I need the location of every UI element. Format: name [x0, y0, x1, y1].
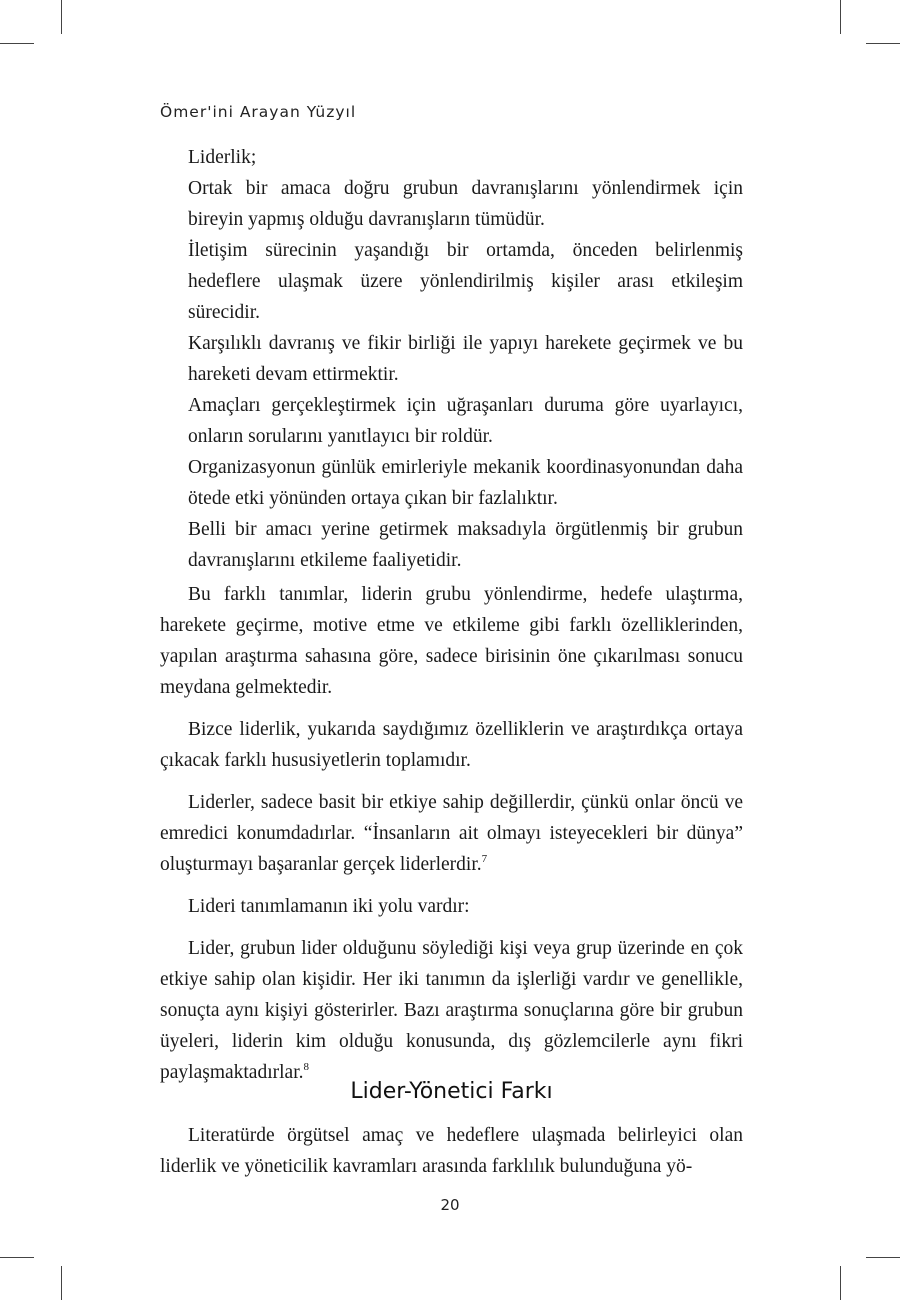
body-paragraph [160, 933, 743, 1088]
crop-mark [61, 1266, 62, 1300]
definition-item: Karşılıklı davranış ve fikir birliği ile yapıyı harekete geçirmek ve bu hareketi devam ettirmektir. [188, 333, 743, 385]
crop-mark [840, 1266, 841, 1300]
crop-mark [61, 0, 62, 34]
crop-mark [0, 1257, 34, 1258]
running-header: Ömer'ini Arayan Yüzyıl [160, 103, 357, 121]
crop-mark [840, 0, 841, 34]
body-paragraph [160, 579, 743, 703]
paragraph-text: Bizce liderlik, yukarıda saydığımız özelliklerin ve araştırdıkça ortaya çıkacak farklı hususiyetlerin toplamıdır. [160, 719, 743, 771]
definition-item: Ortak bir amaca doğru grubun davranışlarını yönlendirmek için bireyin yapmış olduğu davranışların tümüdür. [188, 178, 743, 230]
crop-mark [866, 1257, 900, 1258]
paragraph-text: Bu farklı tanımlar, liderin grubu yönlendirme, hedefe ulaştırma, harekete geçirme, motive etme ve etkileme gibi farklı özelliklerinden, yapılan araştırma sahasına göre, sadece birisinin öne çıkarılması sonucu meydana gelmektedir. [160, 584, 743, 698]
definition-intro: Liderlik; [188, 147, 257, 168]
body-text [160, 579, 743, 1099]
paragraph-text: Lider, grubun lider olduğunu söylediği kişi veya grup üzerinde en çok etkiye sahip olan kişidir. Her iki tanımın da işlerliği vardır ve genellikle, sonuçta aynı kişiyi gösterirler. Bazı araştırma sonuçlarına göre bir grubun üyeleri, liderin kim olduğu konusunda, dış gözlemcilerle aynı fikri paylaşmaktadırlar. [160, 938, 743, 1083]
definition-item: Belli bir amacı yerine getirmek maksadıyla örgütlenmiş bir grubun davranışlarını etkileme faaliyetidir. [188, 519, 743, 571]
paragraph-text: Lideri tanımlamanın iki yolu vardır: [188, 896, 470, 917]
definition-list [188, 142, 743, 576]
body-paragraph: Literatürde örgütsel amaç ve hedeflere ulaşmada belirleyici olan liderlik ve yöneticilik kavramları arasında farklılık bulunduğuna yö- [160, 1125, 743, 1177]
paragraph-text: Liderler, sadece basit bir etkiye sahip değillerdir, çünkü onlar öncü ve emredici konumdadırlar. “İnsanların ait olmayı isteyecekleri bir dünya” oluşturmayı başaranlar gerçek liderlerdir. [160, 792, 743, 875]
body-paragraph [160, 891, 743, 922]
page-number: 20 [440, 1196, 460, 1214]
body-paragraph [160, 714, 743, 776]
definition-item: Organizasyonun günlük emirleriyle mekanik koordinasyonundan daha ötede etki yönünden ortaya çıkan bir fazlalıktır. [188, 457, 743, 509]
definition-item: Amaçları gerçekleştirmek için uğraşanları duruma göre uyarlayıcı, onların sorularını yanıtlayıcı bir roldür. [188, 395, 743, 447]
crop-mark [0, 43, 34, 44]
footnote-ref[interactable]: 7 [481, 853, 488, 865]
definition-item: İletişim sürecinin yaşandığı bir ortamda, önceden belirlenmiş hedeflere ulaşmak üzere yönlendirilmiş kişiler arası etkileşim sürecidir. [188, 240, 743, 323]
section-heading: Lider-Yönetici Farkı [350, 1079, 553, 1104]
footnote-ref[interactable]: 8 [303, 1061, 309, 1073]
section-body [160, 1120, 743, 1182]
crop-mark [866, 43, 900, 44]
body-paragraph [160, 787, 743, 880]
